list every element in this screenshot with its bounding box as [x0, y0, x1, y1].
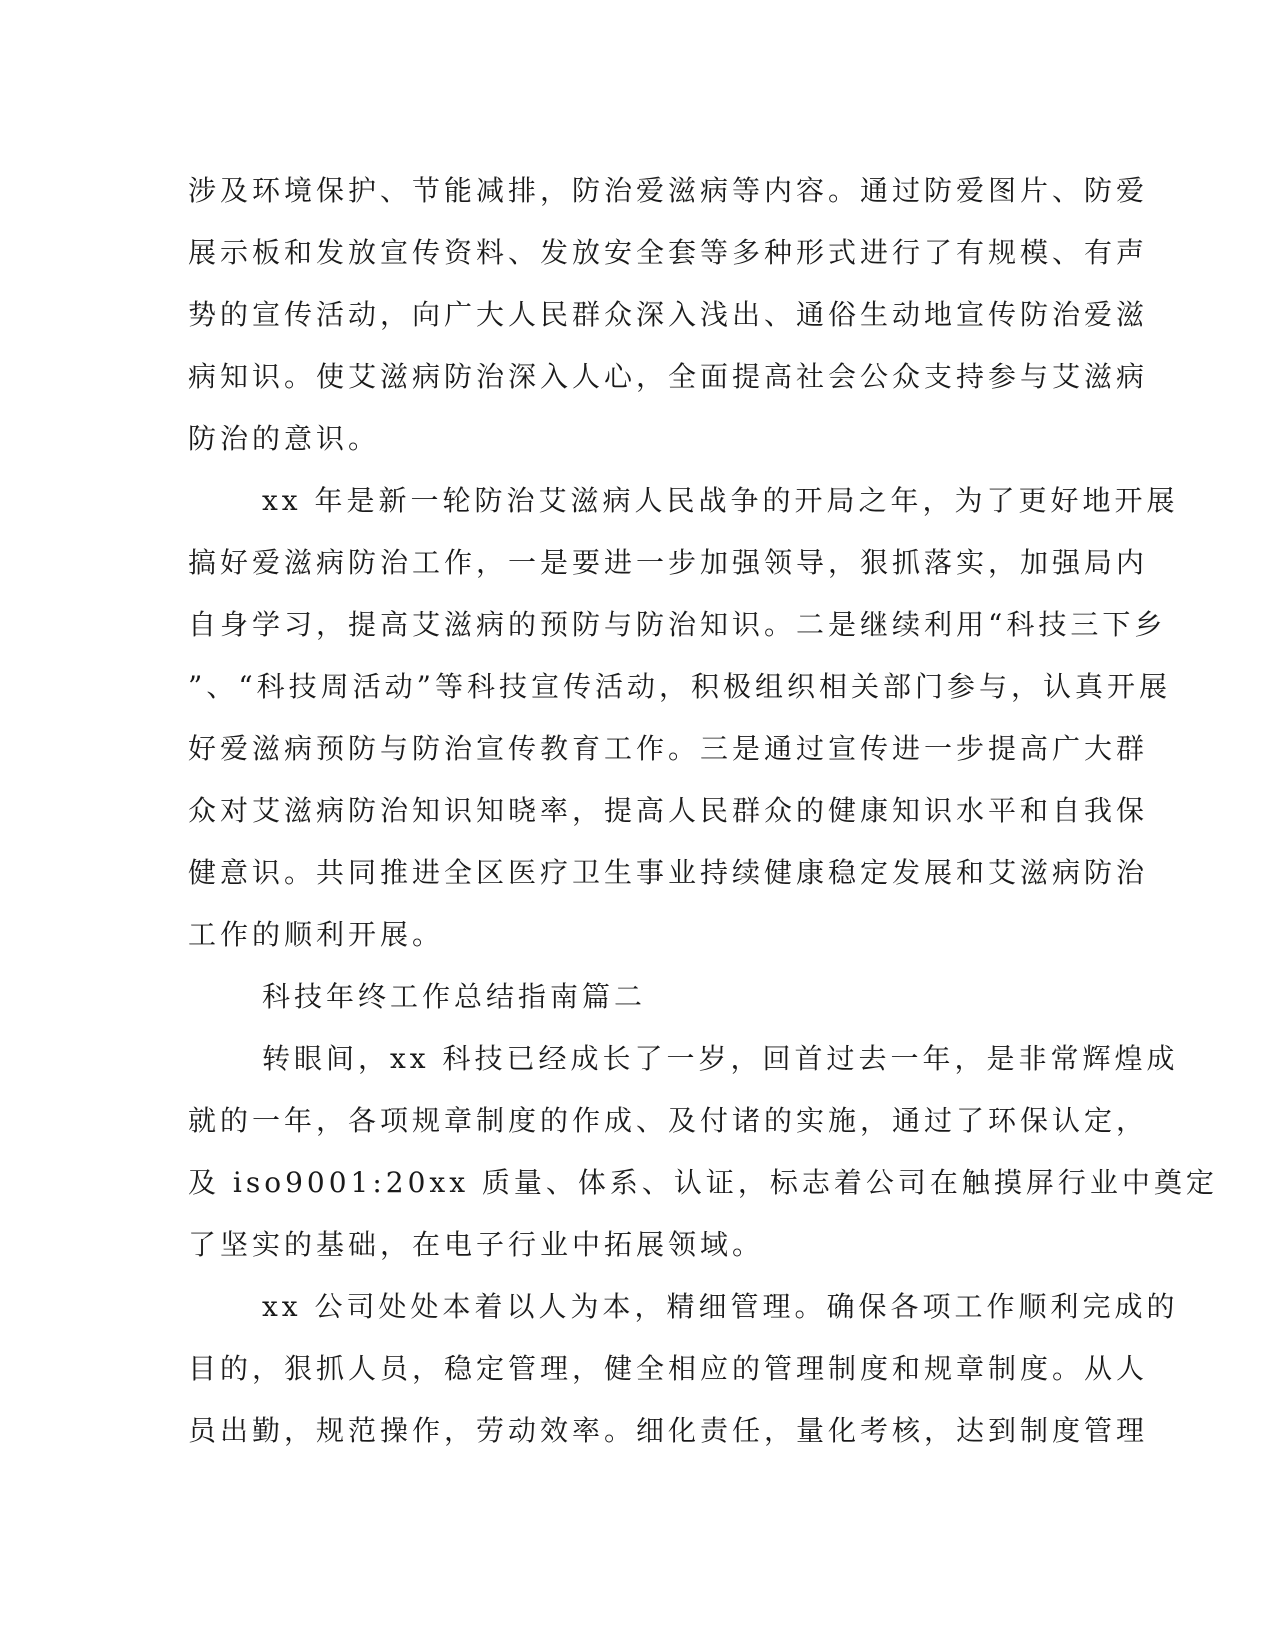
document-body — [188, 160, 1218, 1462]
text-line: 工作的顺利开展。 — [188, 918, 445, 951]
text-line: 防治的意识。 — [188, 422, 381, 455]
section-heading: 科技年终工作总结指南篇二 — [262, 980, 647, 1013]
text-line: 自身学习，提高艾滋病的预防与防治知识。二是继续利用“科技三下乡 — [188, 608, 1167, 641]
text-line: 健意识。共同推进全区医疗卫生事业持续健康稳定发展和艾滋病防治 — [188, 856, 1149, 889]
paragraph-start-line: 转眼间，xx 科技已经成长了一岁，回首过去一年，是非常辉煌成 — [262, 1042, 1179, 1075]
text-line: 及 iso9001:20xx 质量、体系、认证，标志着公司在触摸屏行业中奠定 — [188, 1166, 1218, 1199]
text-line: ”、“科技周活动”等科技宣传活动，积极组织相关部门参与，认真开展 — [188, 670, 1171, 703]
text-line: 病知识。使艾滋病防治深入人心，全面提高社会公众支持参与艾滋病 — [188, 360, 1149, 393]
text-line: 众对艾滋病防治知识知晓率，提高人民群众的健康知识水平和自我保 — [188, 794, 1149, 827]
text-line: 搞好爱滋病防治工作，一是要进一步加强领导，狠抓落实，加强局内 — [188, 546, 1149, 579]
text-line: 了坚实的基础，在电子行业中拓展领域。 — [188, 1228, 765, 1261]
paragraph-start-line: xx 公司处处本着以人为本，精细管理。确保各项工作顺利完成的 — [262, 1290, 1179, 1323]
text-line: 涉及环境保护、节能减排，防治爱滋病等内容。通过防爱图片、防爱 — [188, 174, 1149, 207]
text-line: 员出勤，规范操作，劳动效率。细化责任，量化考核，达到制度管理 — [188, 1414, 1149, 1447]
text-line: 好爱滋病预防与防治宣传教育工作。三是通过宣传进一步提高广大群 — [188, 732, 1149, 765]
text-line: 目的，狠抓人员，稳定管理，健全相应的管理制度和规章制度。从人 — [188, 1352, 1149, 1385]
text-line: 展示板和发放宣传资料、发放安全套等多种形式进行了有规模、有声 — [188, 236, 1149, 269]
paragraph-start-line: xx 年是新一轮防治艾滋病人民战争的开局之年，为了更好地开展 — [262, 484, 1179, 517]
text-line: 势的宣传活动，向广大人民群众深入浅出、通俗生动地宣传防治爱滋 — [188, 298, 1149, 331]
text-line: 就的一年，各项规章制度的作成、及付诸的实施，通过了环保认定， — [188, 1104, 1149, 1137]
